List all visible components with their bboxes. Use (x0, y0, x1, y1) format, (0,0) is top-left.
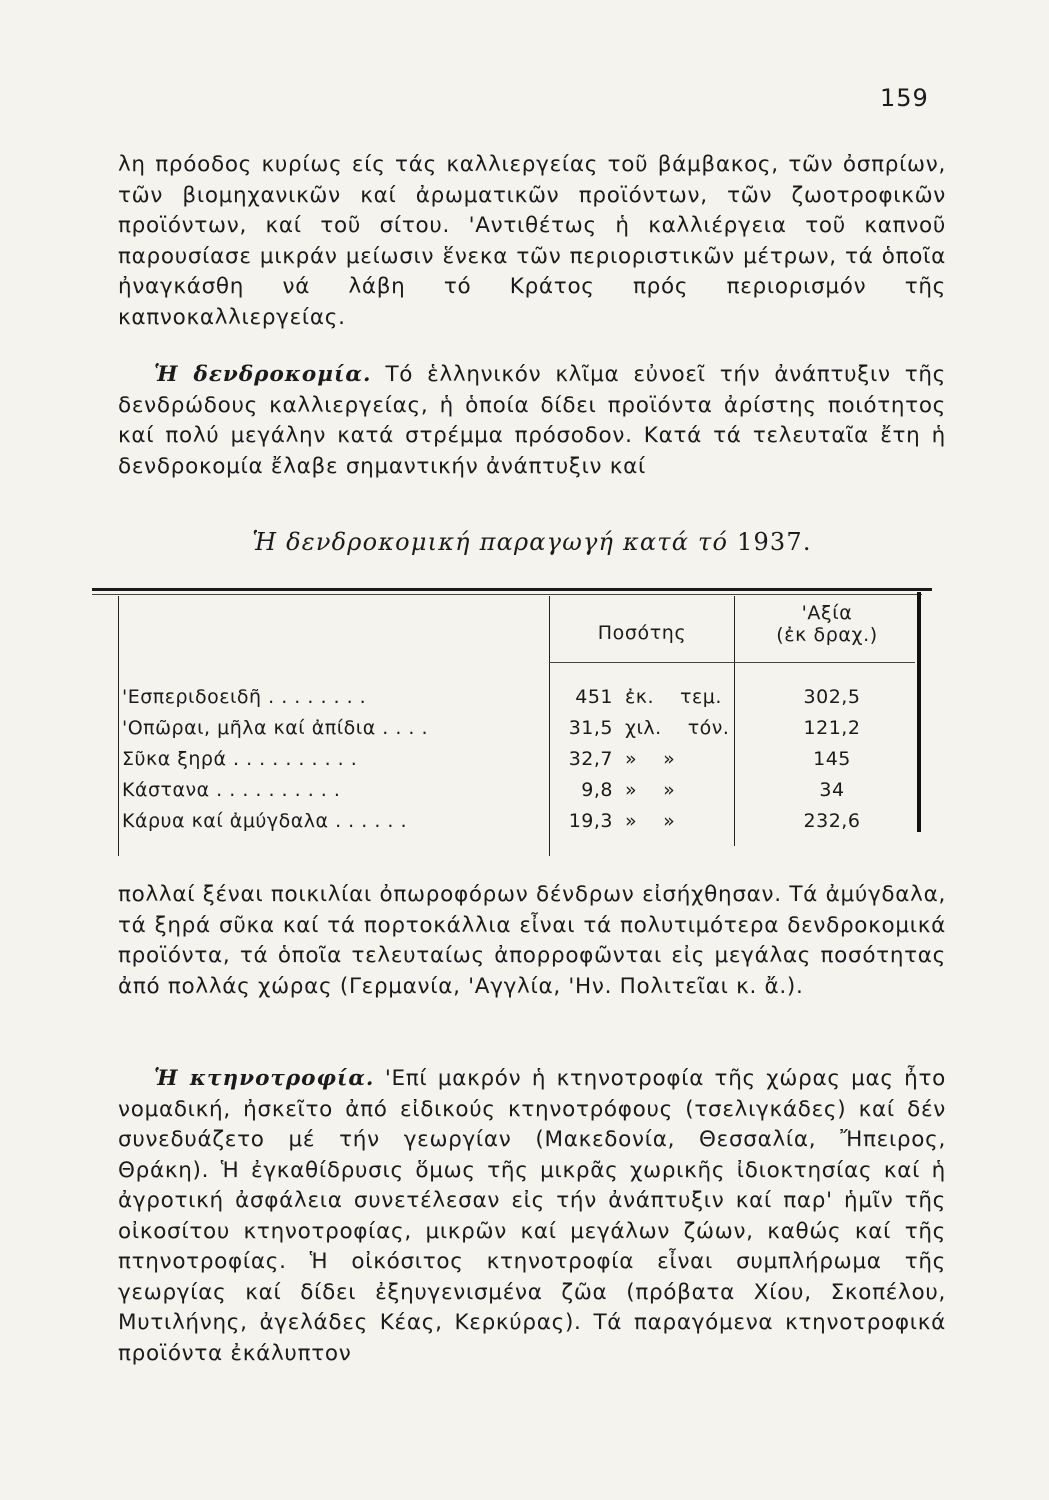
row-quantity (553, 779, 733, 801)
row-quantity-unit: » (625, 779, 638, 801)
row-name: Κάστανα . . . . . . . . . . (122, 779, 341, 801)
paragraph-varieties: πολλαί ξέναι ποικιλίαι ὀπωροφόρων δένδρων εἰσήχθησαν. Τά ἀμύγδαλα, τά ξηρά σῦκα καί τά πορτοκάλλια εἶναι τά πολυτιμότερα δενδροκομικά προϊόντα, τά ὁποῖα τελευταίως ἀπορροφῶνται εἰς μεγάλας ποσότητας ἀπό πολλάς χώρας (Γερμανία, 'Αγγλία, 'Ην. Πολιτεῖαι κ. ἄ.). (118, 882, 946, 999)
paragraph-arboriculture (118, 360, 946, 482)
row-quantity-unit2: » (663, 810, 676, 832)
row-value: 232,6 (803, 810, 861, 832)
row-name: Κάρυα καί ἀμύγδαλα . . . . . . (122, 810, 408, 832)
table-row (120, 810, 917, 841)
row-quantity-unit: » (625, 748, 638, 770)
table-header-rule (549, 662, 915, 663)
table-row (120, 748, 917, 779)
table-left-border (118, 596, 119, 856)
production-table (92, 588, 922, 856)
row-quantity-unit: χιλ. (625, 717, 662, 739)
section-heading-arboriculture: Ἡ δενδροκομία. (154, 362, 372, 387)
row-quantity-unit: ἐκ. (625, 686, 655, 708)
row-value: 145 (813, 748, 851, 770)
row-quantity-number: 32,7 (568, 748, 613, 770)
row-name: 'Οπῶραι, μῆλα καί ἀπίδια . . . . (122, 717, 429, 739)
table-top-rule-thin (92, 594, 922, 595)
table-title (118, 528, 946, 556)
row-quantity-number: 19,3 (568, 810, 613, 832)
row-quantity-number: 31,5 (568, 717, 613, 739)
row-quantity (553, 686, 733, 708)
column-header-value-line2: (ἐκ δραχ.) (776, 624, 878, 646)
table-row (120, 779, 917, 810)
column-header-value-line1: 'Αξία (801, 602, 853, 624)
page-number: 159 (880, 84, 929, 112)
column-header-value (737, 602, 917, 646)
row-quantity (553, 810, 733, 832)
row-quantity-unit2: τόν. (687, 717, 730, 739)
paragraph-crops: λη πρόοδος κυρίως είς τάς καλλιεργείας τοῦ βάμβακος, τῶν ὀσπρίων, τῶν βιομηχανικῶν καί ἀρωματικῶν προϊόντων, τῶν ζωοτροφικῶν προϊόντων, καί τοῦ σίτου. 'Αντιθέτως ἡ καλλιέργεια τοῦ καπνοῦ παρουσίασε μικράν μείωσιν ἕνεκα τῶν περιοριστικῶν μέτρων, τά ὁποῖα ἠναγκάσθη νά λάβη τό Κράτος πρός περιορισμόν τῆς καπνοκαλλιεργείας. (118, 152, 946, 330)
row-value: 302,5 (803, 686, 861, 708)
paragraph-livestock (118, 1064, 946, 1369)
paragraph-livestock-text: 'Επί μακρόν ἡ κτηνοτροφία τῆς χώρας μας ἦτο νομαδική, ἠσκεῖτο ἀπό εἰδικούς κτηνοτρόφους (τσελιγκάδες) καί δέν συνεδυάζετο μέ τήν γεωργίαν (Μακεδονία, Θεσσαλία, Ἤπειρος, Θράκη). Ἡ ἐγκαθίδρυσις ὅμως τῆς μικρᾶς χωρικῆς ἰδιοκτησίας καί ἡ ἀγροτική ἀσφάλεια συνετέλεσαν εἰς τήν ἀνάπτυξιν καί παρ' ἡμῖν τῆς οἰκοσίτου κτηνοτροφίας, μικρῶν καί μεγάλων ζώων, καθώς καί τῆς πτηνοτροφίας. Ἡ οἰκόσιτος κτηνοτροφία εἶναι συμπλήρωμα τῆς γεωργίας καί δίδει ἐξηυγενισμένα ζῶα (πρόβατα Χίου, Σκοπέλου, Μυτιλήνης, ἀγελάδες Κέας, Κερκύρας). Τά παραγόμενα κτηνοτροφικά προϊόντα ἐκάλυπτον (118, 1066, 946, 1366)
column-header-quantity: Ποσότης (597, 622, 687, 644)
row-quantity-unit2: τεμ. (680, 686, 722, 708)
row-quantity-number: 451 (575, 686, 613, 708)
table-row (120, 686, 917, 717)
row-name: Σῦκα ξηρά . . . . . . . . . . (122, 748, 358, 770)
table-title-year: 1937. (736, 528, 812, 556)
row-value: 34 (819, 779, 845, 801)
row-quantity (553, 717, 733, 739)
table-row (120, 717, 917, 748)
table-top-rule (92, 588, 932, 591)
row-value: 121,2 (803, 717, 861, 739)
row-name: 'Εσπεριδοειδῆ . . . . . . . . (122, 686, 367, 708)
row-quantity (553, 748, 733, 770)
row-quantity-number: 9,8 (581, 779, 613, 801)
row-quantity-unit2: » (663, 748, 676, 770)
section-heading-livestock: Ἡ κτηνοτροφία. (154, 1066, 375, 1091)
table-title-text: Ἡ δενδροκομική παραγωγή κατά τό (252, 528, 729, 556)
paragraph-arboriculture-text: Τό ἑλληνικόν κλῖμα εὐνοεῖ τήν ἀνάπτυξιν τῆς δενδρώδους καλλιεργείας, ἡ ὁποία δίδει προϊόντα ἀρίστης ποιότητος καί πολύ μεγάλην κατά στρέμμα πρόσοδον. Κατά τά τελευταῖα ἔτη ἡ δενδροκομία ἔλαβε σημαντικήν ἀνάπτυξιν καί (118, 362, 946, 479)
row-quantity-unit2: » (663, 779, 676, 801)
row-quantity-unit: » (625, 810, 638, 832)
